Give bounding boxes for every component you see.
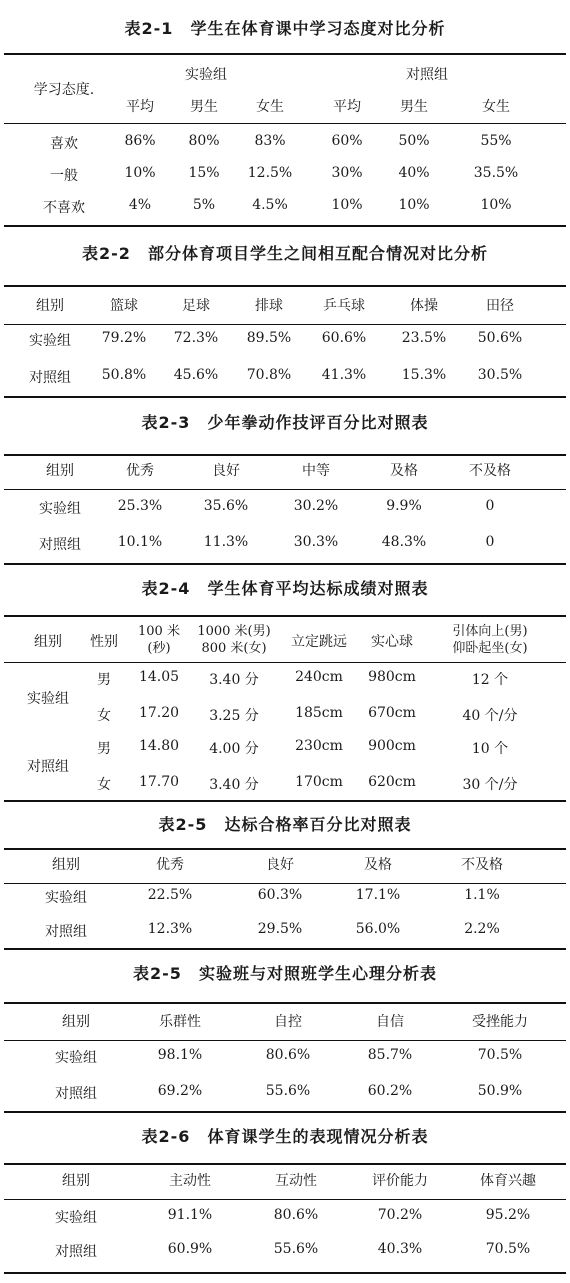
table-cell: 980cm xyxy=(368,669,416,685)
table-cell: 17.70 xyxy=(138,774,180,790)
table-cell: 0 xyxy=(485,534,495,550)
row-header: 实验组 xyxy=(45,890,87,906)
table-cell: 55.6% xyxy=(273,1241,319,1257)
column-header: 良好 xyxy=(266,857,294,873)
table-rule-thick xyxy=(4,948,566,950)
table-rule-thick xyxy=(4,1111,566,1113)
column-header: 体操 xyxy=(410,298,438,314)
table-cell: 240cm xyxy=(295,669,343,685)
column-header: 平均 xyxy=(333,99,361,115)
table-cell: 56.0% xyxy=(355,921,401,937)
table-cell: 95.2% xyxy=(485,1207,531,1223)
row-header: 对照组 xyxy=(55,1244,97,1260)
table-cell: 3.25 分 xyxy=(209,708,259,724)
table-rule-thick xyxy=(4,53,566,55)
table-cell: 3.40 分 xyxy=(209,672,259,688)
table-cell: 10% xyxy=(398,197,430,213)
table-cell: 60% xyxy=(331,133,363,149)
table-cell: 45.6% xyxy=(173,367,219,383)
table-cell: 185cm xyxy=(295,705,343,721)
table-cell: 80% xyxy=(188,133,220,149)
table-cell: 83% xyxy=(254,133,286,149)
table-rule-thick xyxy=(4,1272,566,1274)
table-rule-thin xyxy=(4,324,566,325)
table-cell: 79.2% xyxy=(101,330,147,346)
table-rule-thick xyxy=(4,454,566,456)
table-cell: 50% xyxy=(398,133,430,149)
column-header: 立定跳远 xyxy=(291,634,347,650)
column-header: 良好 xyxy=(212,463,240,479)
table-cell: 670cm xyxy=(368,705,416,721)
table-cell: 25.3% xyxy=(117,498,163,514)
row-header: 实验组 xyxy=(55,1050,97,1066)
table-cell: 60.9% xyxy=(167,1241,213,1257)
table-cell: 10.1% xyxy=(117,534,163,550)
table-cell: 2.2% xyxy=(464,921,500,937)
table-cell: 98.1% xyxy=(157,1047,203,1063)
table-cell: 14.05 xyxy=(138,669,180,685)
table-rule-thin xyxy=(4,883,566,884)
table-cell: 40 个/分 xyxy=(462,708,518,724)
table-cell: 10 个 xyxy=(471,741,509,757)
row-header: 实验组 xyxy=(55,1210,97,1226)
row-header: 对照组 xyxy=(29,370,71,386)
table-cell: 15.3% xyxy=(401,367,447,383)
table-cell: 30.3% xyxy=(293,534,339,550)
table-cell: 70.2% xyxy=(377,1207,423,1223)
row-group-header: 实验组 xyxy=(27,691,69,707)
column-header: 组别 xyxy=(36,298,64,314)
table-rule-thick xyxy=(4,800,566,802)
table-cell: 55.6% xyxy=(265,1083,311,1099)
column-header: 乒乓球 xyxy=(323,298,365,314)
table-cell: 4.00 分 xyxy=(209,741,259,757)
table-caption: 表2-5 实验班与对照班学生心理分析表 xyxy=(133,964,437,983)
column-header: 100 米 (秒) xyxy=(138,624,180,656)
table-cell: 17.20 xyxy=(138,705,180,721)
column-header: 自控 xyxy=(274,1014,302,1030)
table-rule-thick xyxy=(4,563,566,565)
table-cell: 70.5% xyxy=(477,1047,523,1063)
column-header: 主动性 xyxy=(169,1173,211,1189)
table-cell: 55% xyxy=(480,133,512,149)
table-cell: 70.8% xyxy=(246,367,292,383)
table-cell: 86% xyxy=(124,133,156,149)
table-cell: 620cm xyxy=(368,774,416,790)
table-cell: 91.1% xyxy=(167,1207,213,1223)
column-header: 引体向上(男) 仰卧起坐(女) xyxy=(452,624,528,656)
table-rule-thick xyxy=(4,396,566,398)
table-cell: 11.3% xyxy=(203,534,249,550)
column-header: 组别 xyxy=(34,634,62,650)
column-header: 篮球 xyxy=(110,298,138,314)
table-rule-thick xyxy=(4,1163,566,1165)
table-cell: 89.5% xyxy=(246,330,292,346)
table-cell: 40% xyxy=(398,165,430,181)
table-cell: 3.40 分 xyxy=(209,777,259,793)
table-caption: 表2-4 学生体育平均达标成绩对照表 xyxy=(141,579,429,598)
table-cell: 60.6% xyxy=(321,330,367,346)
column-header: 排球 xyxy=(255,298,283,314)
column-header: 田径 xyxy=(486,298,514,314)
table-cell: 80.6% xyxy=(265,1047,311,1063)
table-rule-thin xyxy=(4,1040,566,1041)
table-caption: 表2-3 少年拳动作技评百分比对照表 xyxy=(141,413,429,432)
column-header: 自信 xyxy=(376,1014,404,1030)
column-header: 组别 xyxy=(62,1173,90,1189)
table-rule-thick xyxy=(4,285,566,287)
table-cell: 17.1% xyxy=(355,887,401,903)
table-cell: 40.3% xyxy=(377,1241,423,1257)
table-caption: 表2-2 部分体育项目学生之间相互配合情况对比分析 xyxy=(82,244,488,263)
row-header: 对照组 xyxy=(45,924,87,940)
table-rule-thin xyxy=(4,123,566,124)
column-header: 组别 xyxy=(52,857,80,873)
column-header: 受挫能力 xyxy=(472,1014,528,1030)
table-rule-thick xyxy=(4,1002,566,1004)
row-header: 学习态度. xyxy=(33,82,95,98)
group-header: 对照组 xyxy=(406,67,448,83)
table-cell: 10% xyxy=(331,197,363,213)
row-header: 对照组 xyxy=(39,537,81,553)
table-cell: 10% xyxy=(480,197,512,213)
table-cell: 5% xyxy=(192,197,216,213)
column-header: 优秀 xyxy=(156,857,184,873)
table-cell: 12 个 xyxy=(471,672,509,688)
table-cell: 女 xyxy=(97,708,111,724)
column-header: 及格 xyxy=(390,463,418,479)
table-cell: 35.6% xyxy=(203,498,249,514)
row-header: 不喜欢 xyxy=(43,200,85,216)
table-cell: 男 xyxy=(97,672,111,688)
table-caption: 表2-5 达标合格率百分比对照表 xyxy=(158,815,412,834)
row-header: 对照组 xyxy=(55,1086,97,1102)
table-cell: 72.3% xyxy=(173,330,219,346)
table-cell: 15% xyxy=(188,165,220,181)
column-header: 及格 xyxy=(364,857,392,873)
table-rule-thick xyxy=(4,225,566,227)
table-rule-thin xyxy=(4,662,566,663)
table-cell: 1.1% xyxy=(464,887,500,903)
table-cell: 29.5% xyxy=(257,921,303,937)
table-rule-thick xyxy=(4,615,566,617)
column-header: 男生 xyxy=(190,99,218,115)
column-header: 不及格 xyxy=(461,857,503,873)
table-cell: 0 xyxy=(485,498,495,514)
column-header: 男生 xyxy=(400,99,428,115)
table-cell: 230cm xyxy=(295,738,343,754)
table-rule-thin xyxy=(4,1199,566,1200)
table-cell: 男 xyxy=(97,741,111,757)
column-header: 互动性 xyxy=(275,1173,317,1189)
table-cell: 30% xyxy=(331,165,363,181)
table-cell: 50.9% xyxy=(477,1083,523,1099)
column-header: 实心球 xyxy=(371,634,413,650)
table-cell: 30.5% xyxy=(477,367,523,383)
table-caption: 表2-1 学生在体育课中学习态度对比分析 xyxy=(124,19,446,38)
group-header: 实验组 xyxy=(185,67,227,83)
column-header: 评价能力 xyxy=(372,1173,428,1189)
column-header: 女生 xyxy=(482,99,510,115)
table-cell: 30.2% xyxy=(293,498,339,514)
row-header: 一般 xyxy=(50,168,78,184)
row-header: 实验组 xyxy=(29,333,71,349)
table-cell: 70.5% xyxy=(485,1241,531,1257)
table-cell: 80.6% xyxy=(273,1207,319,1223)
row-group-header: 对照组 xyxy=(27,759,69,775)
table-cell: 60.2% xyxy=(367,1083,413,1099)
table-cell: 12.5% xyxy=(247,165,293,181)
column-header: 中等 xyxy=(302,463,330,479)
table-cell: 50.8% xyxy=(101,367,147,383)
table-cell: 4% xyxy=(128,197,152,213)
table-caption: 表2-6 体育课学生的表现情况分析表 xyxy=(141,1127,429,1146)
column-header: 女生 xyxy=(256,99,284,115)
table-cell: 50.6% xyxy=(477,330,523,346)
table-cell: 48.3% xyxy=(381,534,427,550)
table-cell: 4.5% xyxy=(252,197,288,213)
table-cell: 900cm xyxy=(368,738,416,754)
column-header: 组别 xyxy=(46,463,74,479)
row-header: 实验组 xyxy=(39,501,81,517)
column-header: 组别 xyxy=(62,1014,90,1030)
table-cell: 12.3% xyxy=(147,921,193,937)
table-cell: 60.3% xyxy=(257,887,303,903)
table-cell: 69.2% xyxy=(157,1083,203,1099)
table-cell: 30 个/分 xyxy=(462,777,518,793)
column-header: 1000 米(男) 800 米(女) xyxy=(197,624,271,656)
column-header: 体育兴趣 xyxy=(480,1173,536,1189)
column-header: 平均 xyxy=(126,99,154,115)
table-cell: 22.5% xyxy=(147,887,193,903)
table-cell: 35.5% xyxy=(473,165,519,181)
column-header: 性别 xyxy=(90,634,118,650)
table-rule-thick xyxy=(4,848,566,850)
table-cell: 85.7% xyxy=(367,1047,413,1063)
table-cell: 170cm xyxy=(295,774,343,790)
table-cell: 9.9% xyxy=(386,498,422,514)
table-cell: 女 xyxy=(97,777,111,793)
table-rule-thin xyxy=(4,489,566,490)
column-header: 足球 xyxy=(182,298,210,314)
table-cell: 10% xyxy=(124,165,156,181)
column-header: 优秀 xyxy=(126,463,154,479)
column-header: 乐群性 xyxy=(159,1014,201,1030)
table-cell: 41.3% xyxy=(321,367,367,383)
table-cell: 23.5% xyxy=(401,330,447,346)
column-header: 不及格 xyxy=(469,463,511,479)
table-cell: 14.80 xyxy=(138,738,180,754)
row-header: 喜欢 xyxy=(50,136,78,152)
